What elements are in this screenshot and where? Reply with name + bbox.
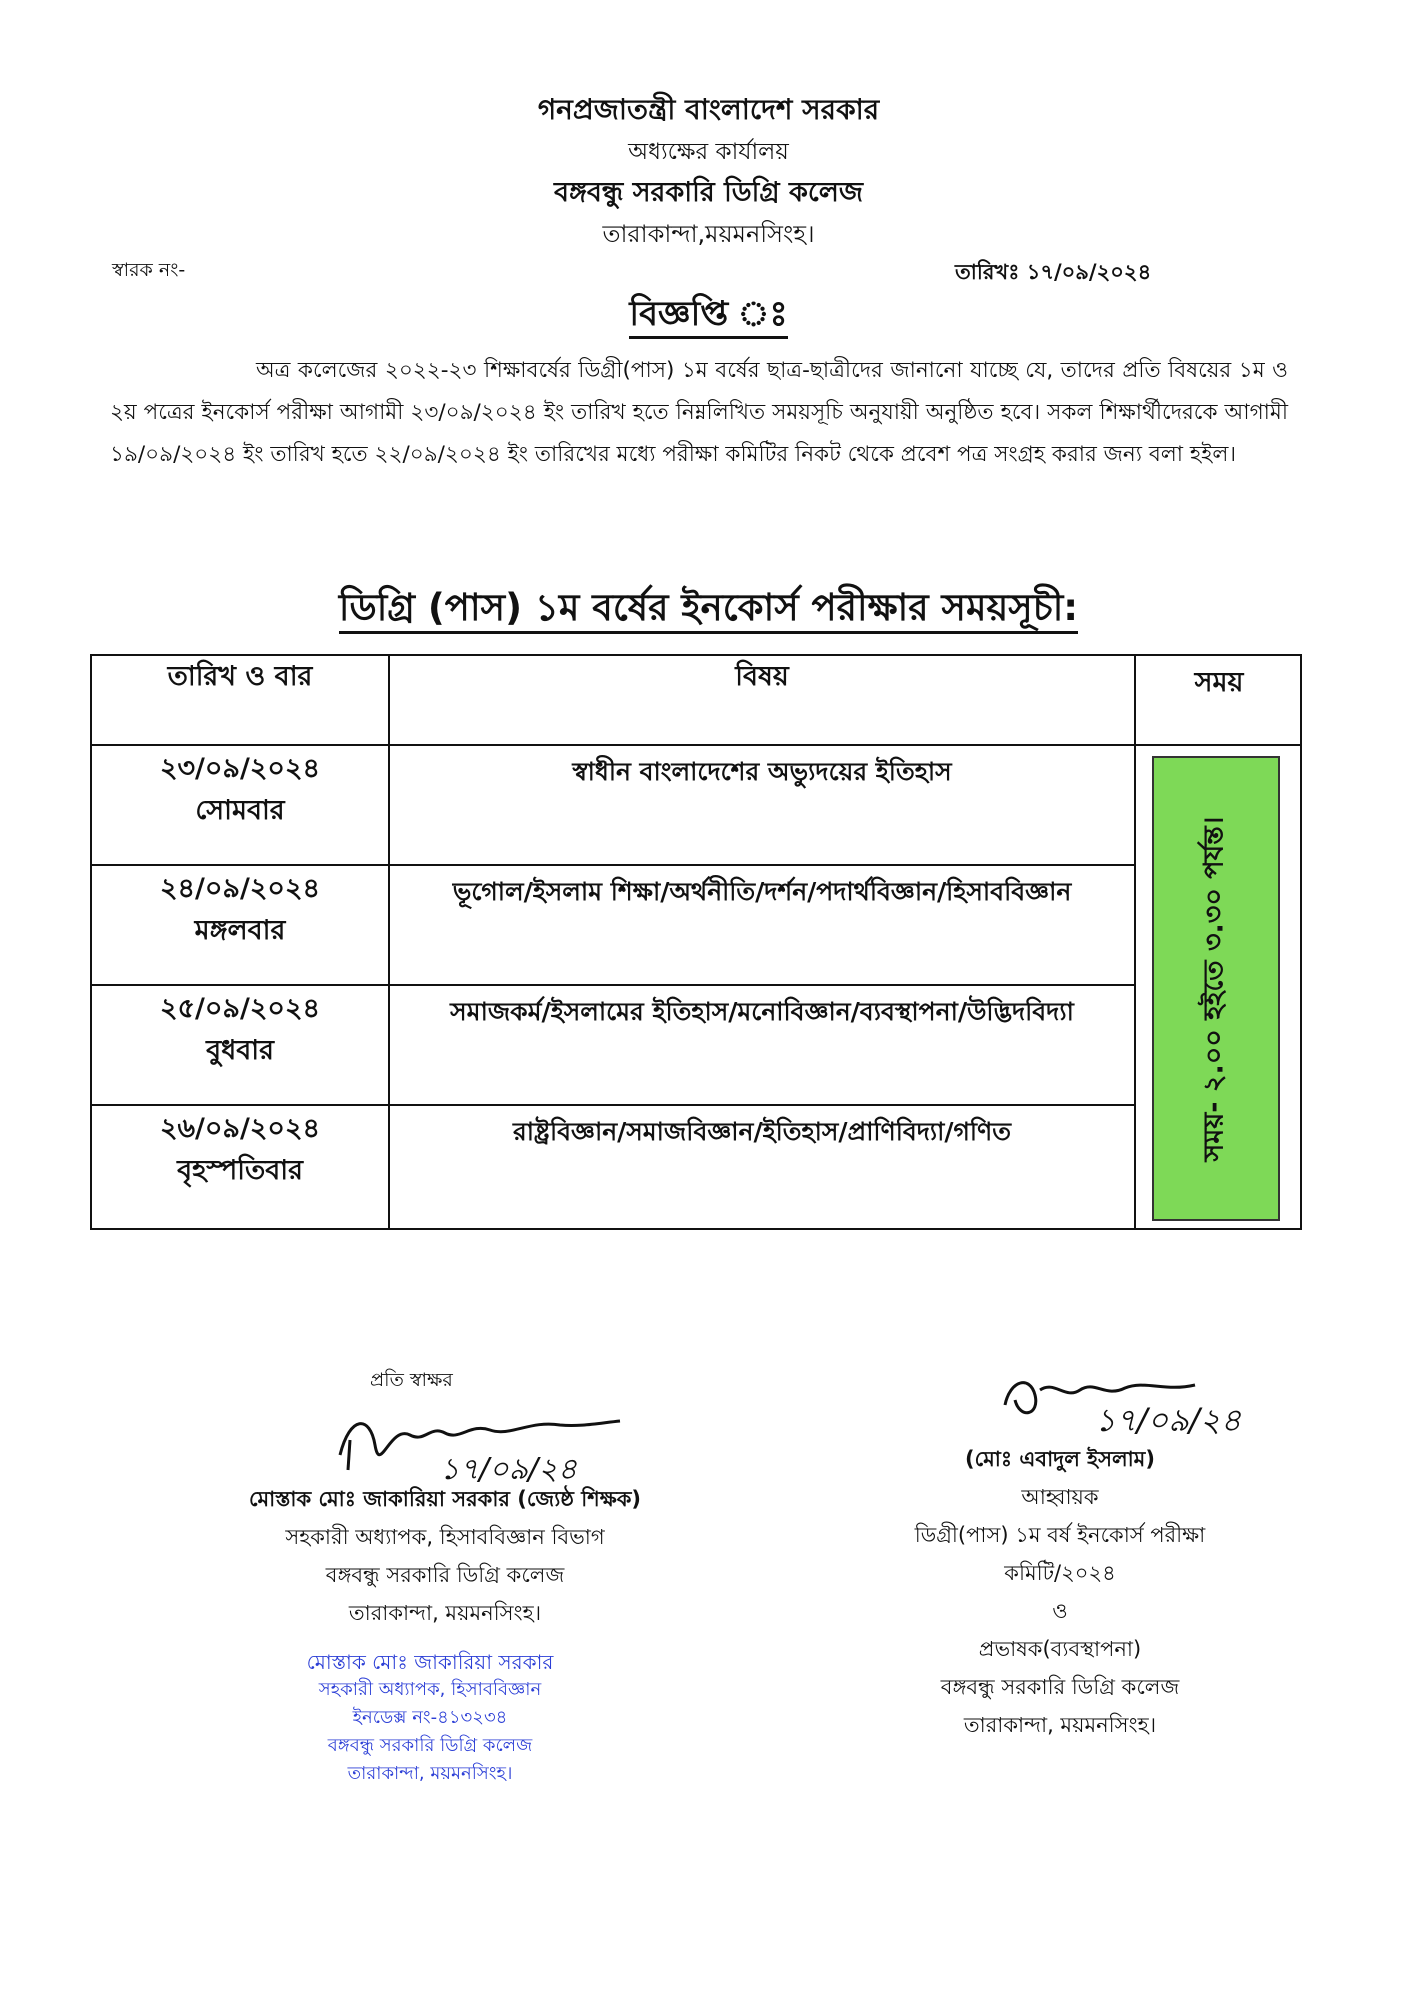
row-date	[92, 988, 388, 1072]
row-subject: রাষ্ট্রবিজ্ঞান/সমাজবিজ্ঞান/ইতিহাস/প্রাণিবিদ্যা/গণিত	[513, 1117, 1011, 1146]
left-signer-designation: সহকারী অধ্যাপক, হিসাববিজ্ঞান বিভাগ	[285, 1525, 605, 1549]
col-header-date: তারিখ ও বার	[167, 661, 313, 692]
right-signer-committee: ডিগ্রী(পাস) ১ম বর্ষ ইনকোর্স পরীক্ষা	[914, 1523, 1206, 1547]
row-day-value: বৃহস্পতিবার	[177, 1155, 303, 1186]
col-header-time: সময়	[1194, 667, 1244, 698]
row-date	[92, 1108, 388, 1192]
right-signer-role: আহ্বায়ক	[1021, 1485, 1099, 1509]
right-signer-and: ও	[1052, 1599, 1068, 1623]
left-signature-details	[180, 1480, 710, 1632]
col-header-subject: বিষয়	[735, 661, 789, 692]
notice-body: অত্র কলেজের ২০২২-২৩ শিক্ষাবর্ষের ডিগ্রী(পাস) ১ম বর্ষের ছাত্র-ছাত্রীদের জানানো যাচ্ছে যে, তাদের প্রতি বিষয়ের ১ম ও ২য় পত্রের ইনকোর্স পরীক্ষা আগামী ২৩/০৯/২০২৪ ইং তারিখ হতে নিম্নলিখিত সময়সূচি অনুযায়ী অনুষ্ঠিত হবে। সকল শিক্ষার্থীদেরকে আগামী ১৯/০৯/২০২৪ ইং তারিখ হতে ২২/০৯/২০২৪ ইং তারিখের মধ্যে পরীক্ষা কমিটির নিকট থেকে প্রবেশ পত্র সংগ্রহ করার জন্য বলা হইল।	[110, 358, 1288, 467]
official-stamp	[250, 1648, 610, 1788]
college-name: বঙ্গবন্ধু সরকারি ডিগ্রি কলেজ	[553, 177, 864, 208]
row-date-value: ২৪/০৯/২০২৪	[159, 873, 321, 904]
table-col-divider	[1134, 654, 1136, 1230]
schedule-title	[0, 578, 1417, 641]
table-col-divider	[388, 654, 390, 1230]
row-subject: স্বাধীন বাংলাদেশের অভ্যুদয়ের ইতিহাস	[572, 757, 952, 786]
row-date-value: ২৬/০৯/২০২৪	[159, 1113, 321, 1144]
row-date-value: ২৫/০৯/২০২৪	[159, 993, 321, 1024]
row-date	[92, 868, 388, 952]
table-header-divider	[90, 744, 1302, 746]
row-subject: সমাজকর্ম/ইসলামের ইতিহাস/মনোবিজ্ঞান/ব্যবস্থাপনা/উদ্ভিদবিদ্যা	[450, 997, 1074, 1026]
memo-number: স্বারক নং-	[112, 259, 186, 281]
left-signer-name: মোস্তাক মোঃ জাকারিয়া সরকার (জ্যেষ্ঠ শিক্ষক)	[248, 1487, 642, 1511]
stamp-index: ইনডেক্স নং-৪১৩২৩৪	[352, 1707, 508, 1728]
stamp-college: বঙ্গবন্ধু সরকারি ডিগ্রি কলেজ	[327, 1735, 533, 1756]
row-date	[92, 748, 388, 832]
right-signer-designation: প্রভাষক(ব্যবস্থাপনা)	[978, 1637, 1142, 1661]
left-signer-address: তারাকান্দা, ময়মনসিংহ।	[348, 1601, 542, 1625]
left-signer-college: বঙ্গবন্ধু সরকারি ডিগ্রি কলেজ	[325, 1563, 565, 1587]
stamp-name: মোস্তাক মোঃ জাকারিয়া সরকার	[306, 1650, 554, 1674]
right-signer-college: বঙ্গবন্ধু সরকারি ডিগ্রি কলেজ	[940, 1675, 1180, 1699]
row-date-value: ২৩/০৯/২০২৪	[159, 753, 321, 784]
table-row-divider	[90, 864, 1135, 866]
row-subject: ভূগোল/ইসলাম শিক্ষা/অর্থনীতি/দর্শন/পদার্থবিজ্ঞান/হিসাববিজ্ঞান	[452, 877, 1072, 906]
row-day-value: বুধবার	[206, 1035, 274, 1066]
right-signer-committee-year: কমিটি/২০২৪	[1004, 1561, 1116, 1585]
row-day-value: সোমবার	[195, 795, 285, 826]
countersign-label: প্রতি স্বাক্ষর	[370, 1369, 453, 1391]
right-signer-address: তারাকান্দা, ময়মনসিংহ।	[963, 1713, 1157, 1737]
table-row-divider	[90, 984, 1135, 986]
exam-time-cell	[1152, 756, 1280, 1221]
gov-title: গনপ্রজাতন্ত্রী বাংলাদেশ সরকার	[537, 93, 880, 126]
row-day-value: মঙ্গলবার	[194, 915, 286, 946]
stamp-address: তারাকান্দা, ময়মনসিংহ।	[347, 1763, 513, 1784]
issue-date: তারিখঃ ১৭/০৯/২০২৪	[955, 260, 1152, 284]
office-title: অধ্যক্ষের কার্যালয়	[628, 139, 789, 165]
right-signature-date: ১৭/০৯/২৪	[1095, 1401, 1242, 1439]
stamp-designation: সহকারী অধ্যাপক, হিসাববিজ্ঞান	[318, 1679, 542, 1700]
table-row-divider	[90, 1104, 1135, 1106]
notice-title-text: বিজ্ঞপ্তি ঃ	[629, 294, 787, 339]
right-signature-details	[860, 1440, 1260, 1744]
right-signer-name: (মোঃ এবাদুল ইসলাম)	[965, 1447, 1155, 1471]
exam-time-text: সময়- ২.০০ হইতে ৩.৩০ পর্যন্ত।	[1198, 816, 1230, 1161]
college-address: তারাকান্দা,ময়মনসিংহ।	[602, 220, 815, 248]
schedule-title-text: ডিগ্রি (পাস) ১ম বর্ষের ইনকোর্স পরীক্ষার সময়সূচী:	[339, 586, 1078, 634]
left-signature-date: ১৭/০৯/২৪	[440, 1452, 578, 1487]
notice-title	[0, 288, 1417, 345]
